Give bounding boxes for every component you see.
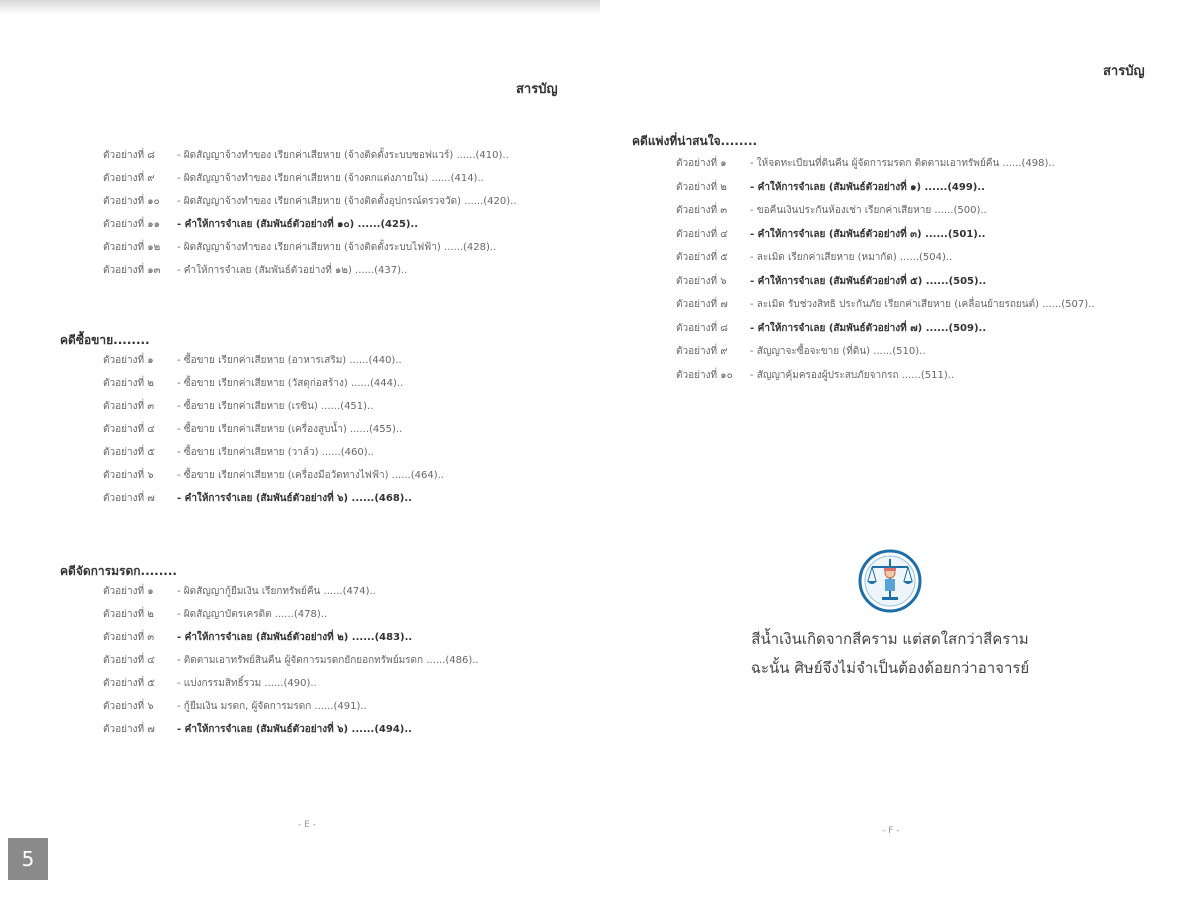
toc-entry-title: - สัญญาคุ้มครองผู้ประสบภัยจากรถ ......(511).. bbox=[750, 369, 955, 381]
section-heading-sale: คดีซื้อขาย........ bbox=[60, 333, 150, 347]
toc-entry-number: ตัวอย่างที่ ๘ bbox=[103, 150, 155, 161]
page-number-badge[interactable]: 5 bbox=[8, 838, 48, 880]
toc-entry bbox=[103, 677, 317, 691]
toc-entry-title: - คำให้การจำเลย (สัมพันธ์ตัวอย่างที่ ๗) ......(509).. bbox=[750, 322, 987, 334]
toc-entry bbox=[103, 654, 479, 668]
toc-entry bbox=[103, 172, 484, 186]
toc-entry-number: ตัวอย่างที่ ๑๐ bbox=[676, 369, 733, 381]
toc-entry-number: ตัวอย่างที่ ๑๒ bbox=[103, 242, 161, 253]
toc-entry-title: - คำให้การจำเลย (สัมพันธ์ตัวอย่างที่ ๑๐) ......(425).. bbox=[177, 219, 419, 230]
toc-entry bbox=[103, 423, 402, 437]
toc-entry bbox=[103, 585, 376, 599]
toc-entry-title: - ซื้อขาย เรียกค่าเสียหาย (เครื่องสูบน้ำ) ......(455).. bbox=[177, 424, 403, 435]
toc-entry-title: - ขอคืนเงินประกันห้องเช่า เรียกค่าเสียหาย ......(500).. bbox=[750, 205, 987, 216]
toc-entry-number: ตัวอย่างที่ ๗ bbox=[676, 299, 728, 310]
toc-entry bbox=[676, 228, 985, 242]
toc-entry-title: - ละเมิด รับช่วงสิทธิ ประกันภัย เรียกค่าเสียหาย (เคลื่อนย้ายรถยนต์) ......(507).. bbox=[750, 299, 1095, 310]
toc-entry-number: ตัวอย่างที่ ๖ bbox=[103, 470, 154, 481]
toc-entry-title: - ละเมิด เรียกค่าเสียหาย (หมากัด) ......(504).. bbox=[750, 252, 953, 263]
toc-entry-number: ตัวอย่างที่ ๙ bbox=[103, 173, 155, 184]
toc-entry-title: - แบ่งกรรมสิทธิ์รวม ......(490).. bbox=[177, 678, 317, 689]
section-heading-civil-cases: คดีแพ่งที่น่าสนใจ........ bbox=[632, 134, 758, 148]
toc-entry-number: ตัวอย่างที่ ๓ bbox=[103, 632, 155, 643]
toc-entry-title: - สัญญาจะซื้อจะขาย (ที่ดิน) ......(510).. bbox=[750, 346, 926, 357]
toc-entry bbox=[103, 700, 367, 714]
left-page-title: สารบัญ bbox=[516, 82, 558, 97]
toc-entry bbox=[676, 369, 954, 383]
toc-entry-number: ตัวอย่างที่ ๑๐ bbox=[103, 196, 160, 207]
toc-entry bbox=[103, 469, 444, 483]
quote-line-2: ฉะนั้น ศิษย์จึงไม่จำเป็นต้องด้อยกว่าอาจารย์ bbox=[750, 659, 1030, 677]
toc-entry-number: ตัวอย่างที่ ๖ bbox=[103, 701, 154, 712]
toc-entry bbox=[103, 446, 374, 460]
toc-entry-number: ตัวอย่างที่ ๑ bbox=[103, 586, 154, 597]
toc-entry-title: - ซื้อขาย เรียกค่าเสียหาย (อาหารเสริม) ......(440).. bbox=[177, 355, 402, 366]
toc-entry-title: - ผิดสัญญาจ้างทำของ เรียกค่าเสียหาย (จ้างติดตั้งระบบซอฟแวร์) ......(410).. bbox=[177, 150, 509, 161]
toc-entry-title: - ซื้อขาย เรียกค่าเสียหาย (เครื่องมือวัดทางไฟฟ้า) ......(464).. bbox=[177, 470, 444, 481]
toc-entry-number: ตัวอย่างที่ ๕ bbox=[676, 252, 728, 263]
toc-entry-number: ตัวอย่างที่ ๒ bbox=[676, 181, 727, 193]
toc-entry bbox=[676, 298, 1095, 312]
toc-entry-number: ตัวอย่างที่ ๕ bbox=[103, 678, 155, 689]
toc-entry-number: ตัวอย่างที่ ๓ bbox=[103, 401, 155, 412]
scales-of-justice-icon bbox=[858, 549, 922, 613]
toc-entry bbox=[103, 723, 412, 737]
toc-entry-title: - ผิดสัญญาบัตรเครดิต ......(478).. bbox=[177, 609, 328, 620]
toc-entry-title: - ผิดสัญญาจ้างทำของ เรียกค่าเสียหาย (จ้างติดตั้งอุปกรณ์ตรวจวัด) ......(420).. bbox=[177, 196, 517, 207]
toc-entry-title: - ซื้อขาย เรียกค่าเสียหาย (วัสดุก่อสร้าง) ......(444).. bbox=[177, 378, 404, 389]
toc-entry-title: - คำให้การจำเลย (สัมพันธ์ตัวอย่างที่ ๑๒) ......(437).. bbox=[177, 265, 408, 276]
toc-entry-title: - คำให้การจำเลย (สัมพันธ์ตัวอย่างที่ ๓) ......(501).. bbox=[750, 228, 986, 240]
toc-entry bbox=[103, 608, 327, 622]
toc-entry-number: ตัวอย่างที่ ๔ bbox=[103, 655, 155, 666]
toc-entry-number: ตัวอย่างที่ ๗ bbox=[103, 724, 155, 735]
toc-entry-number: ตัวอย่างที่ ๗ bbox=[103, 493, 155, 504]
toc-entry bbox=[676, 157, 1055, 171]
toc-entry bbox=[103, 195, 517, 209]
toc-entry bbox=[103, 241, 496, 255]
toc-entry bbox=[103, 149, 509, 163]
toc-entry-title: - คำให้การจำเลย (สัมพันธ์ตัวอย่างที่ ๑) ......(499).. bbox=[750, 181, 985, 193]
toc-entry bbox=[103, 264, 407, 278]
toc-entry-title: - ซื้อขาย เรียกค่าเสียหาย (วาล์ว) ......(460).. bbox=[177, 447, 374, 458]
toc-entry bbox=[103, 492, 412, 506]
toc-entry-number: ตัวอย่างที่ ๑๓ bbox=[103, 265, 161, 276]
toc-entry-number: ตัวอย่างที่ ๔ bbox=[103, 424, 155, 435]
toc-entry-number: ตัวอย่างที่ ๔ bbox=[676, 228, 728, 240]
toc-entry bbox=[103, 377, 403, 391]
toc-entry-number: ตัวอย่างที่ ๒ bbox=[103, 609, 154, 620]
toc-entry-number: ตัวอย่างที่ ๑ bbox=[103, 355, 154, 366]
toc-entry bbox=[103, 631, 412, 645]
toc-entry-number: ตัวอย่างที่ ๓ bbox=[676, 205, 728, 216]
toc-entry bbox=[676, 322, 986, 336]
toc-entry-number: ตัวอย่างที่ ๘ bbox=[676, 322, 728, 334]
toc-entry-number: ตัวอย่างที่ ๑ bbox=[676, 158, 727, 169]
quote-line-1: สีน้ำเงินเกิดจากสีคราม แต่สดใสกว่าสีคราม bbox=[751, 630, 1029, 648]
toc-entry-number: ตัวอย่างที่ ๙ bbox=[676, 346, 728, 357]
toc-entry-title: - กู้ยืมเงิน มรดก, ผู้จัดการมรดก ......(491).. bbox=[177, 701, 367, 712]
toc-entry-number: ตัวอย่างที่ ๒ bbox=[103, 378, 154, 389]
toc-entry-number: ตัวอย่างที่ ๕ bbox=[103, 447, 155, 458]
section-heading-estate: คดีจัดการมรดก........ bbox=[60, 564, 177, 578]
toc-entry-title: - คำให้การจำเลย (สัมพันธ์ตัวอย่างที่ ๒) ......(483).. bbox=[177, 632, 413, 643]
toc-entry bbox=[676, 275, 986, 289]
toc-entry bbox=[676, 181, 985, 195]
page-edge-shadow bbox=[0, 0, 600, 14]
toc-entry-title: - ผิดสัญญาจ้างทำของ เรียกค่าเสียหาย (จ้างติดตั้งระบบไฟฟ้า) ......(428).. bbox=[177, 242, 497, 253]
toc-entry-title: - ติดตามเอาทรัพย์สินคืน ผู้จัดการมรดกยักยอกทรัพย์มรดก ......(486).. bbox=[177, 655, 479, 666]
right-page bbox=[600, 0, 1200, 898]
toc-entry bbox=[103, 218, 418, 232]
right-page-footer: - F - bbox=[882, 826, 900, 836]
right-page-title: สารบัญ bbox=[1103, 64, 1145, 79]
toc-entry-title: - ซื้อขาย เรียกค่าเสียหาย (เรซิน) ......(451).. bbox=[177, 401, 374, 412]
toc-entry bbox=[103, 400, 373, 414]
toc-entry-title: - คำให้การจำเลย (สัมพันธ์ตัวอย่างที่ ๕) ......(505).. bbox=[750, 275, 987, 287]
toc-entry-title: - ผิดสัญญาจ้างทำของ เรียกค่าเสียหาย (จ้างตกแต่งภายใน) ......(414).. bbox=[177, 173, 484, 184]
toc-entry bbox=[103, 354, 402, 368]
toc-entry-title: - คำให้การจำเลย (สัมพันธ์ตัวอย่างที่ ๖) ......(494).. bbox=[177, 724, 412, 735]
toc-entry bbox=[676, 251, 952, 265]
toc-entry-number: ตัวอย่างที่ ๑๑ bbox=[103, 219, 160, 230]
left-page-footer: - E - bbox=[298, 820, 316, 830]
toc-entry-number: ตัวอย่างที่ ๖ bbox=[676, 275, 727, 287]
toc-entry-title: - ผิดสัญญากู้ยืมเงิน เรียกทรัพย์คืน ......(474).. bbox=[177, 586, 376, 597]
toc-entry bbox=[676, 204, 987, 218]
toc-entry bbox=[676, 345, 926, 359]
toc-entry-title: - ให้จดทะเบียนที่ดินคืน ผู้จัดการมรดก ติดตามเอาทรัพย์คืน ......(498).. bbox=[750, 158, 1055, 169]
toc-entry-title: - คำให้การจำเลย (สัมพันธ์ตัวอย่างที่ ๖) ......(468).. bbox=[177, 493, 412, 504]
